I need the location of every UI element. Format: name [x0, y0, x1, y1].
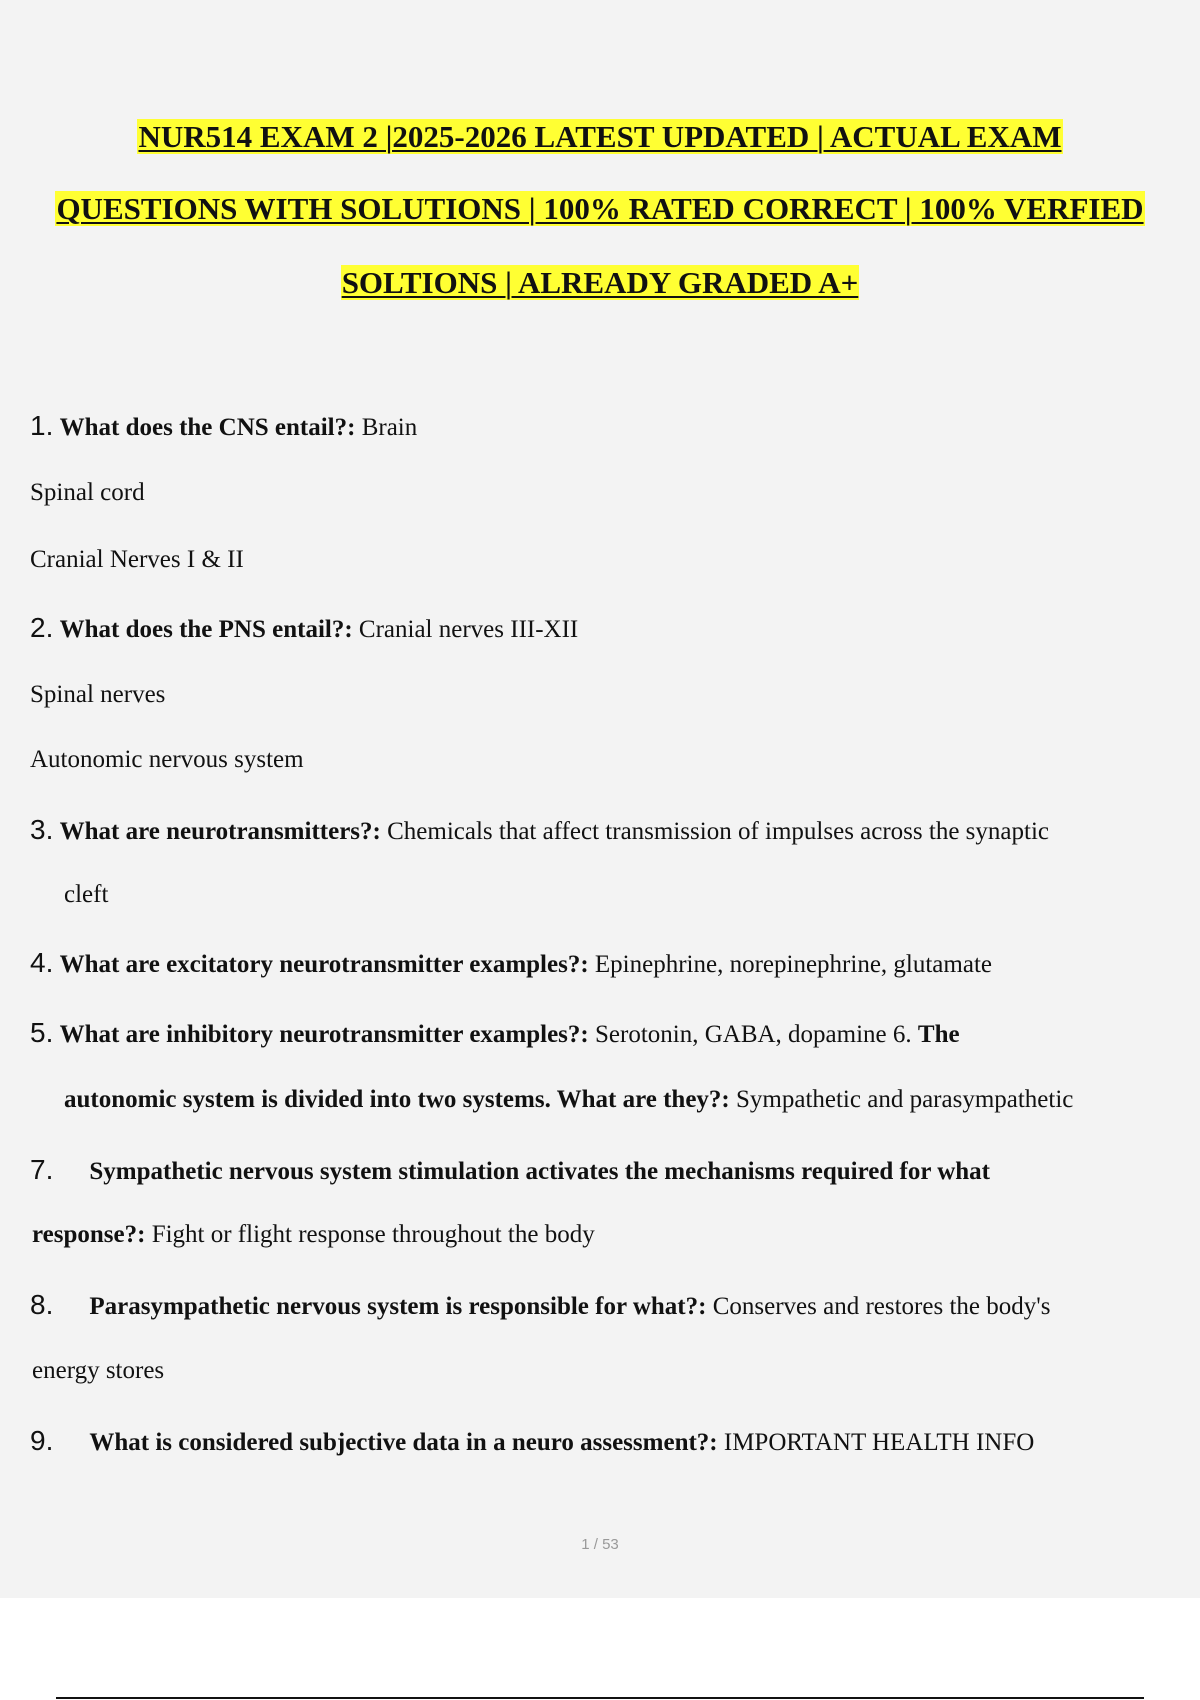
question-text: response?:	[32, 1221, 146, 1248]
question-text: What is considered subjective data in a neuro assessment?:	[89, 1429, 718, 1456]
answer-line: Autonomic nervous system	[30, 746, 304, 773]
question-text: Parasympathetic nervous system is responsible for what?:	[89, 1293, 707, 1320]
question-9	[30, 1425, 1034, 1459]
answer-line: Cranial Nerves I & II	[30, 546, 244, 573]
answer-line: Spinal cord	[30, 479, 145, 506]
question-number: 8.	[30, 1289, 54, 1320]
question-text: Sympathetic nervous system stimulation activates the mechanisms required for what	[89, 1158, 991, 1185]
answer-text: Serotonin, GABA, dopamine 6.	[595, 1021, 912, 1048]
question-text: What are inhibitory neurotransmitter examples?:	[59, 1021, 589, 1048]
title-line-3: SOLTIONS | ALREADY GRADED A+	[341, 265, 859, 300]
title-line-1: NUR514 EXAM 2 |2025-2026 LATEST UPDATED | ACTUAL EXAM	[138, 119, 1062, 154]
question-7-continuation	[32, 1219, 595, 1251]
answer-text: IMPORTANT HEALTH INFO	[723, 1429, 1035, 1456]
answer-text: Fight or flight response throughout the body	[151, 1221, 595, 1248]
question-text: What does the CNS entail?:	[59, 414, 356, 441]
question-6-start: The	[917, 1021, 960, 1048]
question-number: 7.	[30, 1154, 54, 1185]
answer-text: Brain	[361, 414, 418, 441]
question-text: autonomic system is divided into two systems. What are they?:	[64, 1086, 730, 1113]
question-5	[30, 1017, 960, 1051]
question-text: What are excitatory neurotransmitter examples?:	[59, 951, 589, 978]
question-number: 1.	[30, 410, 54, 441]
title-line-2: QUESTIONS WITH SOLUTIONS | 100% RATED CORRECT | 100% VERFIED	[56, 191, 1144, 226]
question-3	[30, 814, 1049, 848]
answer-continuation: cleft	[64, 881, 109, 908]
question-number: 4.	[30, 947, 54, 978]
question-6	[64, 1084, 1200, 1116]
answer-text: Chemicals that affect transmission of impulses across the synaptic	[387, 818, 1049, 845]
answer-text: Sympathetic and parasympathetic	[736, 1086, 1074, 1113]
question-text: What does the PNS entail?:	[59, 616, 353, 643]
answer-line: Spinal nerves	[30, 681, 166, 708]
question-number: 3.	[30, 814, 54, 845]
question-number: 5.	[30, 1017, 54, 1048]
answer-text: Cranial nerves III-XII	[358, 616, 579, 643]
answer-text: Conserves and restores the body's	[712, 1293, 1051, 1320]
question-8	[30, 1289, 1051, 1323]
question-text: What are neurotransmitters?:	[59, 818, 381, 845]
answer-continuation: energy stores	[32, 1357, 165, 1384]
question-1	[30, 410, 417, 444]
question-4	[30, 947, 992, 981]
question-number: 9.	[30, 1425, 54, 1456]
question-number: 2.	[30, 612, 54, 643]
page-indicator: 1 / 53	[581, 1536, 619, 1553]
next-page-top-rule	[56, 1697, 1144, 1699]
answer-text: Epinephrine, norepinephrine, glutamate	[594, 951, 992, 978]
question-2	[30, 612, 578, 646]
question-7	[30, 1154, 990, 1188]
